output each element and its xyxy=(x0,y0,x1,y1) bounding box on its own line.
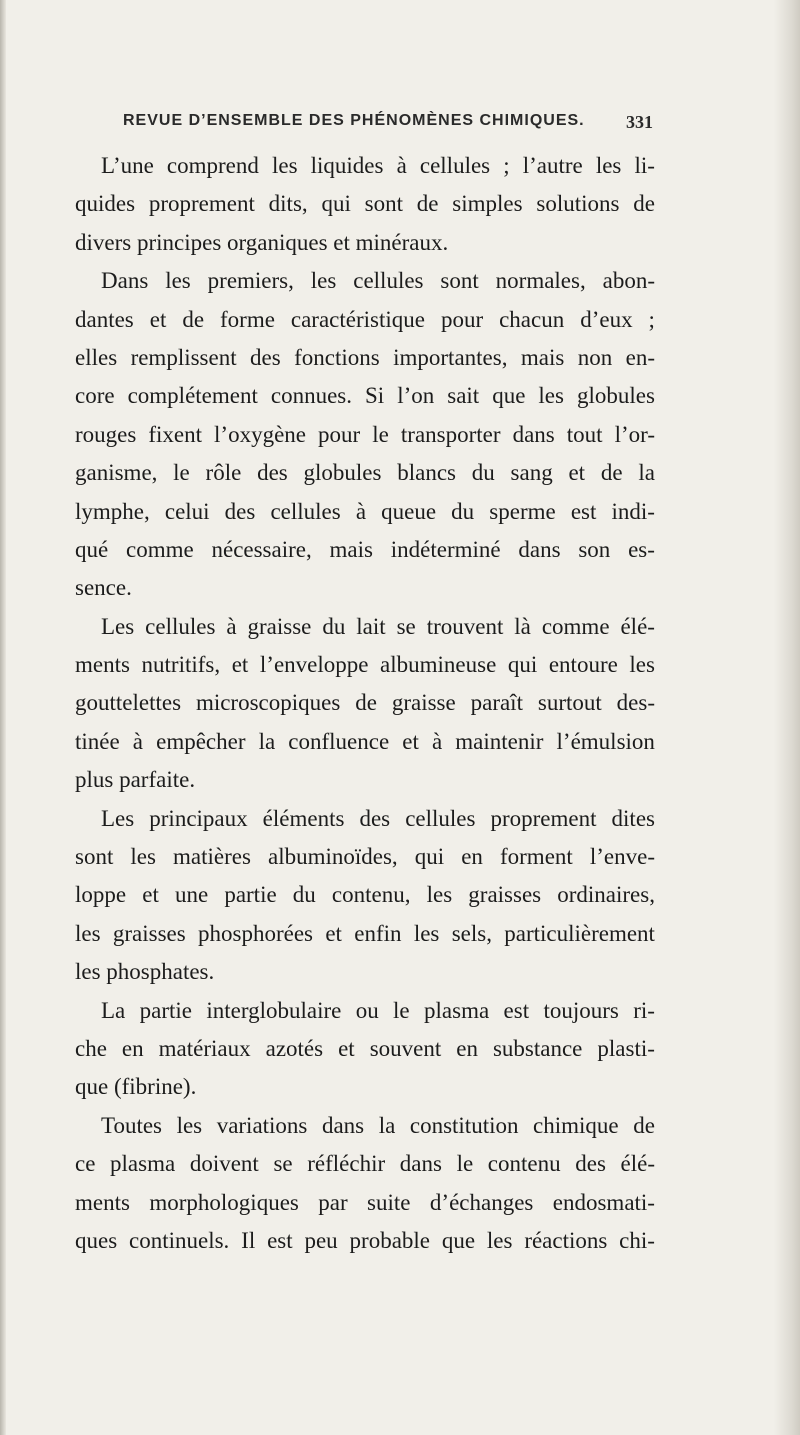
word: plasti- xyxy=(597,1035,655,1061)
word: non xyxy=(577,344,613,370)
word: qui xyxy=(507,652,538,678)
word: partie xyxy=(224,882,277,908)
word: sont xyxy=(440,268,479,294)
word: cellules xyxy=(419,153,491,178)
word: l’oxygène xyxy=(214,421,307,447)
word: des xyxy=(224,498,256,524)
word: comprend xyxy=(166,153,259,178)
word: nécessaire, xyxy=(211,536,312,562)
word: entoure xyxy=(548,652,618,678)
word: du xyxy=(322,613,346,639)
text-line xyxy=(75,531,655,569)
word: en xyxy=(456,1035,478,1061)
text-line xyxy=(75,1068,655,1106)
word: cellules xyxy=(405,805,476,831)
word: est xyxy=(267,1227,293,1253)
word: indi- xyxy=(611,498,655,524)
word: tout xyxy=(566,421,603,447)
word: plasma xyxy=(424,997,490,1023)
word: et xyxy=(231,652,249,678)
word: le xyxy=(456,1151,474,1177)
word: Toutes xyxy=(101,1112,162,1138)
word: ce xyxy=(75,1151,96,1177)
word: cellules xyxy=(270,498,341,524)
word: souvent xyxy=(369,1035,442,1061)
word: solutions xyxy=(536,191,620,217)
word: qué xyxy=(75,536,109,562)
word: ri- xyxy=(633,997,655,1023)
word: élé- xyxy=(620,613,655,639)
word: à xyxy=(226,613,237,639)
text-line xyxy=(75,838,655,876)
word: en xyxy=(461,844,483,870)
word: les xyxy=(176,1112,203,1138)
word: son xyxy=(578,536,611,562)
word: des- xyxy=(616,690,655,716)
word: qui xyxy=(414,844,445,870)
word: plasma xyxy=(110,1151,176,1177)
word: dans xyxy=(518,536,561,562)
text-line-content: plus parfaite. xyxy=(75,767,196,793)
word: trouvent xyxy=(426,613,504,639)
word: pour xyxy=(440,306,484,332)
word: microscopiques xyxy=(195,690,341,716)
word: comme xyxy=(126,536,194,562)
word: à xyxy=(396,153,407,178)
word: comme xyxy=(541,613,610,639)
word: les xyxy=(629,652,655,678)
body-text xyxy=(75,147,655,1260)
word: d’eux xyxy=(580,306,633,332)
word: de xyxy=(355,690,377,716)
word: ganisme, xyxy=(75,460,158,486)
word: azotés xyxy=(265,1035,324,1061)
word: quides xyxy=(75,191,136,217)
text-line xyxy=(75,416,655,454)
word: chimique xyxy=(533,1112,619,1138)
word: à xyxy=(431,728,443,754)
word: contenu, xyxy=(331,882,411,908)
word: de xyxy=(600,460,623,486)
word: cellules xyxy=(353,268,424,294)
word: du xyxy=(471,460,495,486)
word: à xyxy=(355,498,367,524)
word: d’échanges xyxy=(429,1189,534,1215)
word: réfléchir xyxy=(307,1151,386,1177)
word: est xyxy=(570,498,597,524)
word: rôle xyxy=(205,460,242,486)
text-line xyxy=(75,1222,655,1260)
word: une xyxy=(174,882,209,908)
text-line-content: les phosphates. xyxy=(75,959,215,985)
word: normales, xyxy=(495,268,586,294)
word: dantes xyxy=(75,306,134,332)
word: dans xyxy=(512,421,555,447)
text-line xyxy=(75,1184,655,1222)
word: phosphorées xyxy=(198,920,313,946)
word: blancs xyxy=(397,460,456,486)
word: chacun xyxy=(499,306,565,332)
word: li- xyxy=(634,153,655,178)
word: ou xyxy=(355,997,379,1023)
word: par xyxy=(318,1189,348,1215)
text-line xyxy=(75,723,655,761)
word: confluence xyxy=(288,728,390,754)
word: empêcher xyxy=(156,728,246,754)
word: matières xyxy=(173,844,251,870)
word: Dans xyxy=(101,268,149,294)
word: élé- xyxy=(620,1151,655,1177)
word: du xyxy=(292,882,316,908)
word: albumineuse xyxy=(380,652,497,678)
word: les xyxy=(595,153,622,178)
text-line xyxy=(75,569,655,607)
word: toujours xyxy=(543,997,619,1023)
word: le xyxy=(393,997,410,1023)
text-line xyxy=(75,608,655,646)
word: à xyxy=(132,728,144,754)
word: dans xyxy=(321,1112,365,1138)
word: globules xyxy=(303,460,382,486)
word: graisses xyxy=(468,882,542,908)
word: surtout xyxy=(537,690,602,716)
word: des xyxy=(359,805,391,831)
word: peu xyxy=(304,1227,338,1253)
word: ques xyxy=(75,1227,118,1253)
word: interglobulaire xyxy=(206,997,342,1023)
text-line xyxy=(75,454,655,492)
word: l’enveloppe xyxy=(259,652,369,678)
word: fonctions xyxy=(294,344,380,370)
word: lymphe, xyxy=(75,498,150,524)
word: les xyxy=(486,1227,513,1253)
word: probable xyxy=(349,1227,430,1253)
word: l’enve- xyxy=(589,844,655,870)
word: doivent xyxy=(189,1151,259,1177)
word: caractéristique xyxy=(290,306,425,332)
word: L’une xyxy=(101,153,154,178)
word: Les xyxy=(101,805,135,831)
word: l’autre xyxy=(522,153,583,178)
text-line xyxy=(75,339,655,377)
word: le xyxy=(173,460,190,486)
word: les xyxy=(75,920,101,946)
word: celui xyxy=(164,498,210,524)
word: suite xyxy=(367,1189,411,1215)
word: sperme xyxy=(489,498,556,524)
word: rouges xyxy=(75,421,137,447)
word: mais xyxy=(520,344,565,370)
word: l’or- xyxy=(614,421,655,447)
word: des xyxy=(250,344,281,370)
word: principaux xyxy=(149,805,248,831)
word: proprement xyxy=(490,805,597,831)
word: queue xyxy=(381,498,437,524)
word: sont xyxy=(364,191,403,217)
text-line xyxy=(75,377,655,415)
word: là xyxy=(514,613,531,639)
word: les xyxy=(538,383,564,409)
word: et xyxy=(149,306,167,332)
word: partie xyxy=(139,997,192,1023)
page-binding-shadow xyxy=(0,0,6,1435)
word: se xyxy=(396,613,416,639)
word: des xyxy=(257,460,288,486)
word: de xyxy=(633,191,655,217)
word: forme xyxy=(220,306,275,332)
text-line xyxy=(75,953,655,991)
word: liquides xyxy=(310,153,384,178)
word: l’émulsion xyxy=(556,728,655,754)
word: les xyxy=(310,268,337,294)
word: enfin xyxy=(354,920,402,946)
text-line xyxy=(75,493,655,531)
text-line-content: divers principes organiques et minéraux. xyxy=(75,229,449,255)
word: la xyxy=(638,460,655,486)
word: de xyxy=(633,1112,655,1138)
word: que xyxy=(492,383,526,409)
word: matériaux xyxy=(158,1035,251,1061)
word: de xyxy=(182,306,205,332)
word: dites xyxy=(611,805,655,831)
word: connues. xyxy=(270,383,352,409)
text-line xyxy=(75,147,655,185)
word: fixent xyxy=(148,421,203,447)
word: et xyxy=(402,728,419,754)
word: forment xyxy=(499,844,573,870)
word: constitution xyxy=(409,1112,519,1138)
word: loppe xyxy=(75,882,127,908)
text-line xyxy=(75,992,655,1030)
word: sang xyxy=(510,460,553,486)
word: La xyxy=(101,997,126,1023)
word: Si xyxy=(365,383,385,409)
page-number: 331 xyxy=(626,112,653,132)
word: en xyxy=(121,1035,144,1061)
word: l’on xyxy=(397,383,435,409)
text-line xyxy=(75,800,655,838)
word: la xyxy=(378,1112,396,1138)
text-line xyxy=(75,185,655,223)
text-line xyxy=(75,224,655,262)
word: graisse xyxy=(391,690,456,716)
word: Les xyxy=(101,613,135,639)
text-line xyxy=(75,761,655,799)
word: sels, xyxy=(451,920,492,946)
word: remplissent xyxy=(130,344,237,370)
word: graisse xyxy=(247,613,312,639)
word: les xyxy=(165,268,191,294)
word: core xyxy=(75,383,115,409)
word: che xyxy=(75,1035,107,1061)
word: nutritifs, xyxy=(141,652,221,678)
word: en- xyxy=(625,344,655,370)
word: ments xyxy=(75,1189,130,1215)
word: indéterminé xyxy=(390,536,501,562)
word: sont xyxy=(75,844,114,870)
word: des xyxy=(575,1151,606,1177)
word: complétement xyxy=(127,383,258,409)
text-line xyxy=(75,1107,655,1145)
word: et xyxy=(338,1035,355,1061)
text-line xyxy=(75,262,655,300)
word: ments xyxy=(75,652,130,678)
word: qui xyxy=(321,191,351,217)
word: la xyxy=(258,728,276,754)
word: se xyxy=(273,1151,293,1177)
word: éléments xyxy=(262,805,345,831)
word: es- xyxy=(628,536,655,562)
word: graisses xyxy=(112,920,186,946)
word: les xyxy=(271,153,298,178)
word: sait xyxy=(447,383,480,409)
word: transporter xyxy=(400,421,501,447)
page-edge-shadow xyxy=(774,0,800,1435)
word: contenu xyxy=(487,1151,561,1177)
text-line xyxy=(75,915,655,953)
word: ; xyxy=(648,306,655,332)
word: mais xyxy=(329,536,373,562)
word: morphologiques xyxy=(149,1189,299,1215)
word: lait xyxy=(356,613,386,639)
word: maintenir xyxy=(455,728,544,754)
word: premiers, xyxy=(207,268,294,294)
word: variations xyxy=(216,1112,308,1138)
word: ordinaires, xyxy=(557,882,655,908)
text-line-content: que (fibrine). xyxy=(75,1074,197,1100)
word: simples xyxy=(452,191,523,217)
running-header xyxy=(123,112,653,138)
text-line xyxy=(75,646,655,684)
running-header-title: REVUE D’ENSEMBLE DES PHÉNOMÈNES CHIMIQUES. xyxy=(123,112,585,129)
word: les xyxy=(426,882,453,908)
word: les xyxy=(130,844,156,870)
word: elles xyxy=(75,344,118,370)
word: cellules xyxy=(145,613,216,639)
word: proprement xyxy=(148,191,255,217)
word: Il xyxy=(241,1227,256,1253)
word: est xyxy=(503,997,530,1023)
word: continuels. xyxy=(129,1227,230,1253)
word: du xyxy=(451,498,475,524)
word: particulièrement xyxy=(504,920,655,946)
word: ; xyxy=(503,153,510,178)
word: importantes, xyxy=(393,344,508,370)
word: et xyxy=(325,920,342,946)
word: les xyxy=(413,920,440,946)
text-line xyxy=(75,301,655,339)
word: dits, xyxy=(268,191,308,217)
word: albuminoïdes, xyxy=(268,844,398,870)
word: réactions xyxy=(524,1227,608,1253)
word: dans xyxy=(399,1151,442,1177)
word: et xyxy=(568,460,586,486)
word: substance xyxy=(492,1035,583,1061)
word: le xyxy=(372,421,389,447)
word: paraît xyxy=(470,690,523,716)
word: tinée xyxy=(75,728,120,754)
text-line-content: sence. xyxy=(75,575,132,601)
word: chi- xyxy=(619,1227,655,1253)
text-line xyxy=(75,684,655,722)
word: globules xyxy=(576,383,655,409)
text-line xyxy=(75,876,655,914)
word: que xyxy=(441,1227,476,1253)
text-line xyxy=(75,1030,655,1068)
word: de xyxy=(416,191,439,217)
word: pour xyxy=(318,421,361,447)
text-line xyxy=(75,1145,655,1183)
word: endosmati- xyxy=(552,1189,655,1215)
word: et xyxy=(142,882,159,908)
word: gouttelettes xyxy=(75,690,182,716)
word: abon- xyxy=(602,268,655,294)
